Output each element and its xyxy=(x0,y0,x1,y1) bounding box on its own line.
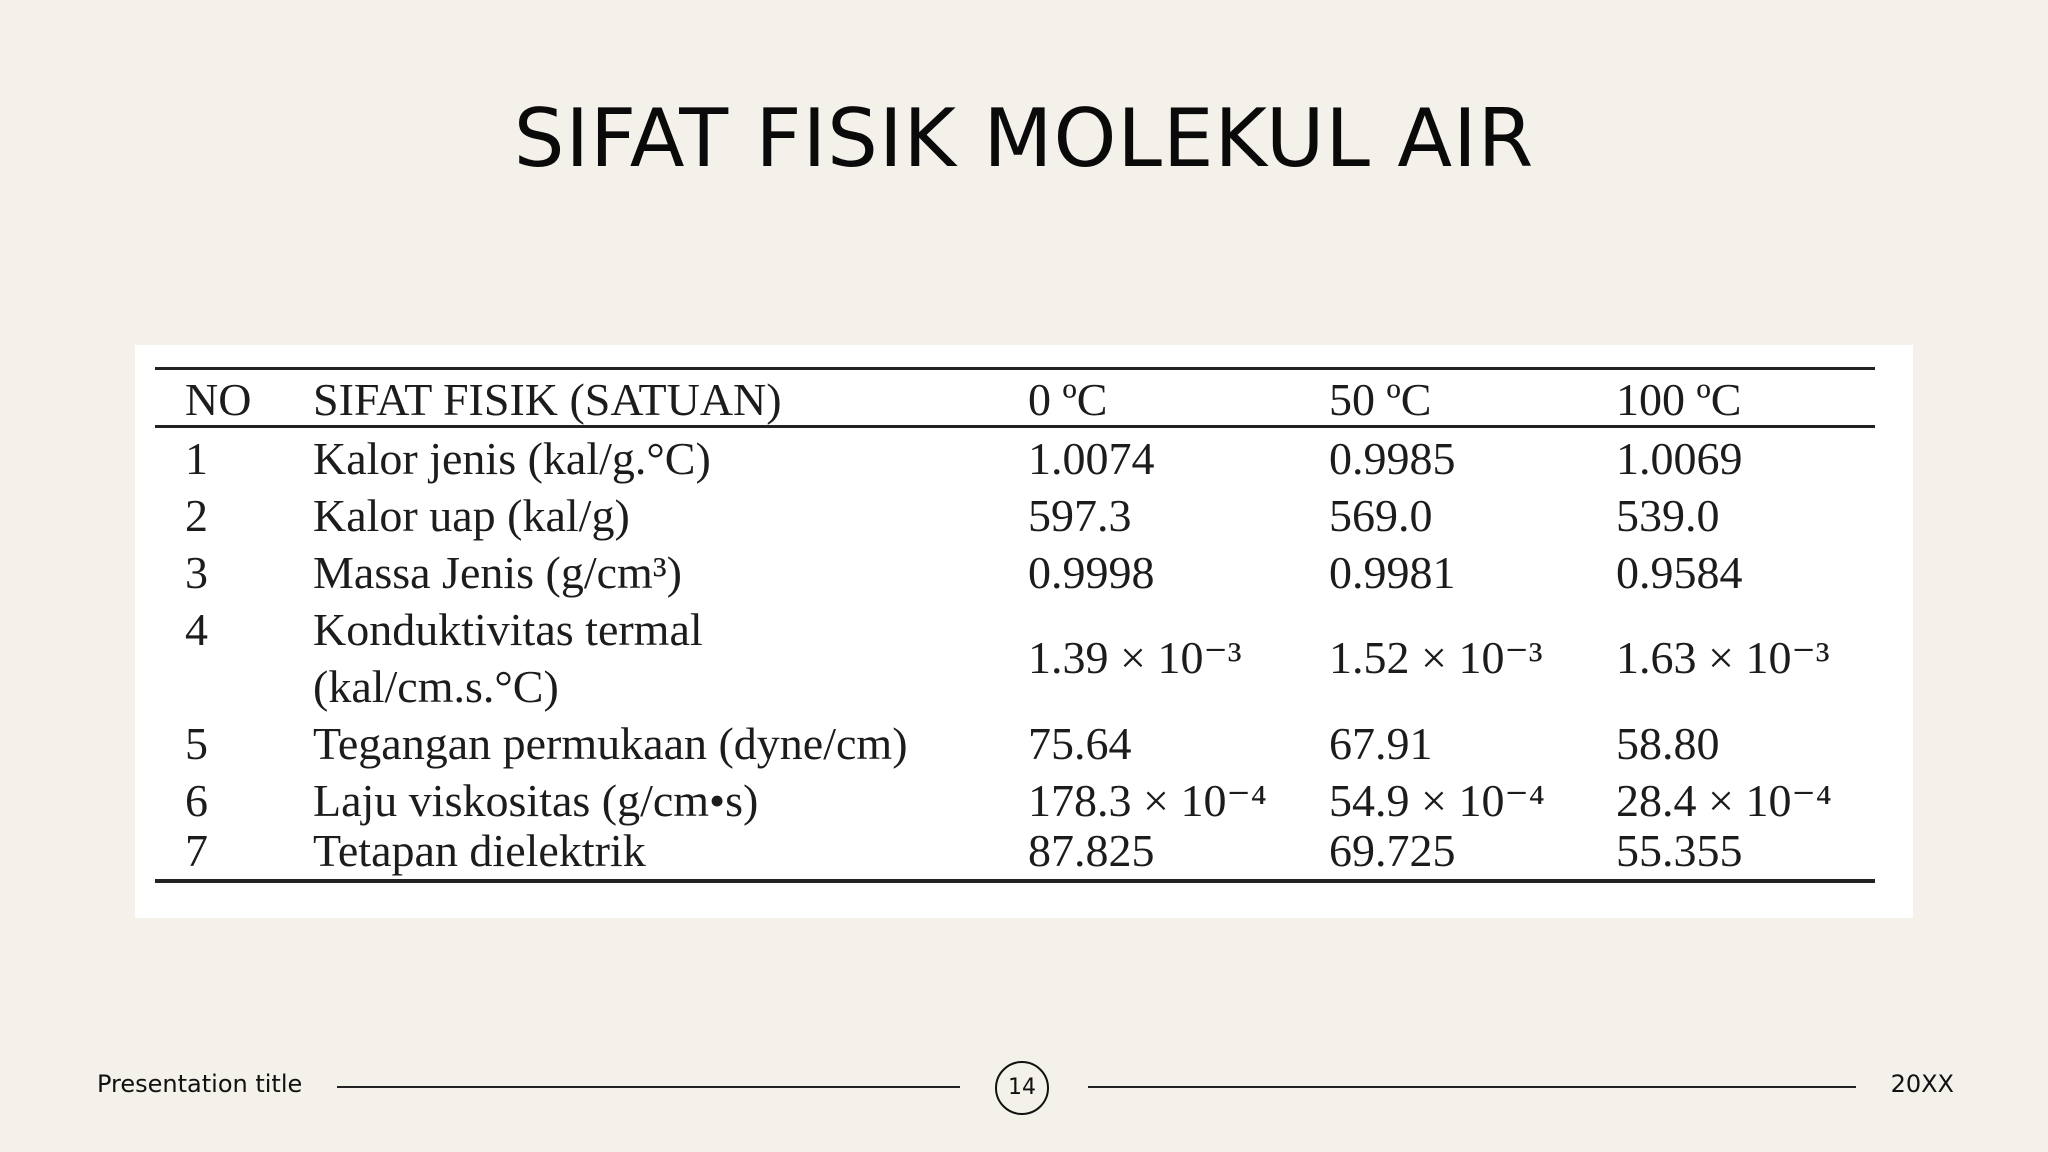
row-property: Kalor uap (kal/g) xyxy=(313,490,630,541)
row-property: Massa Jenis (g/cm³) xyxy=(313,547,682,598)
row-value-50c: 1.52 × 10⁻³ xyxy=(1329,632,1543,683)
footer-year: 20XX xyxy=(1890,1070,1954,1098)
row-value-100c: 539.0 xyxy=(1616,490,1720,541)
row-value-100c: 58.80 xyxy=(1616,718,1720,769)
footer-presentation-title: Presentation title xyxy=(97,1070,303,1098)
row-property: Tegangan permukaan (dyne/cm) xyxy=(313,718,908,769)
row-property: Tetapan dielektrik xyxy=(313,825,646,876)
row-value-50c: 54.9 × 10⁻⁴ xyxy=(1329,775,1545,826)
row-value-100c: 0.9584 xyxy=(1616,547,1743,598)
row-property: Laju viskositas (g/cm•s) xyxy=(313,775,759,826)
row-value-100c: 55.355 xyxy=(1616,825,1743,876)
row-no: 4 xyxy=(185,604,208,655)
row-property: Kalor jenis (kal/g.°C) xyxy=(313,433,711,484)
row-value-50c: 67.91 xyxy=(1329,718,1433,769)
row-no: 5 xyxy=(185,718,208,769)
row-value-0c: 1.0074 xyxy=(1028,433,1155,484)
table-bottom-rule xyxy=(155,879,1875,883)
table-image-card xyxy=(135,345,1913,918)
row-value-100c: 28.4 × 10⁻⁴ xyxy=(1616,775,1832,826)
row-value-100c: 1.63 × 10⁻³ xyxy=(1616,632,1830,683)
table-top-rule xyxy=(155,367,1875,370)
table-row xyxy=(155,822,1875,879)
row-property: Konduktivitas termal xyxy=(313,604,703,655)
row-no: 2 xyxy=(185,490,208,541)
footer-divider-left xyxy=(337,1086,960,1088)
table-row xyxy=(155,601,1875,715)
row-value-50c: 69.725 xyxy=(1329,825,1456,876)
table-row xyxy=(155,715,1875,772)
row-value-0c: 0.9998 xyxy=(1028,547,1155,598)
header-0c: 0 ºC xyxy=(1028,374,1108,425)
row-property-unit: (kal/cm.s.°C) xyxy=(313,661,559,712)
table-header-rule xyxy=(155,425,1875,428)
header-property: SIFAT FISIK (SATUAN) xyxy=(313,374,782,425)
header-50c: 50 ºC xyxy=(1329,374,1432,425)
row-no: 6 xyxy=(185,775,208,826)
table-row xyxy=(155,430,1875,487)
row-value-50c: 569.0 xyxy=(1329,490,1433,541)
row-no: 3 xyxy=(185,547,208,598)
footer-divider-right xyxy=(1088,1086,1856,1088)
row-value-0c: 75.64 xyxy=(1028,718,1132,769)
table-row xyxy=(155,544,1875,601)
table-header-row xyxy=(155,371,1875,428)
table-row xyxy=(155,772,1875,829)
row-value-50c: 0.9985 xyxy=(1329,433,1456,484)
row-value-50c: 0.9981 xyxy=(1329,547,1456,598)
row-no: 7 xyxy=(185,825,208,876)
table-row xyxy=(155,487,1875,544)
header-100c: 100 ºC xyxy=(1616,374,1742,425)
page-number-badge: 14 xyxy=(995,1061,1049,1115)
header-no: NO xyxy=(185,374,252,425)
row-no: 1 xyxy=(185,433,208,484)
slide-title: SIFAT FISIK MOLEKUL AIR xyxy=(513,92,1535,185)
row-value-0c: 597.3 xyxy=(1028,490,1132,541)
row-value-100c: 1.0069 xyxy=(1616,433,1743,484)
row-value-0c: 178.3 × 10⁻⁴ xyxy=(1028,775,1267,826)
row-value-0c: 87.825 xyxy=(1028,825,1155,876)
row-value-0c: 1.39 × 10⁻³ xyxy=(1028,632,1242,683)
